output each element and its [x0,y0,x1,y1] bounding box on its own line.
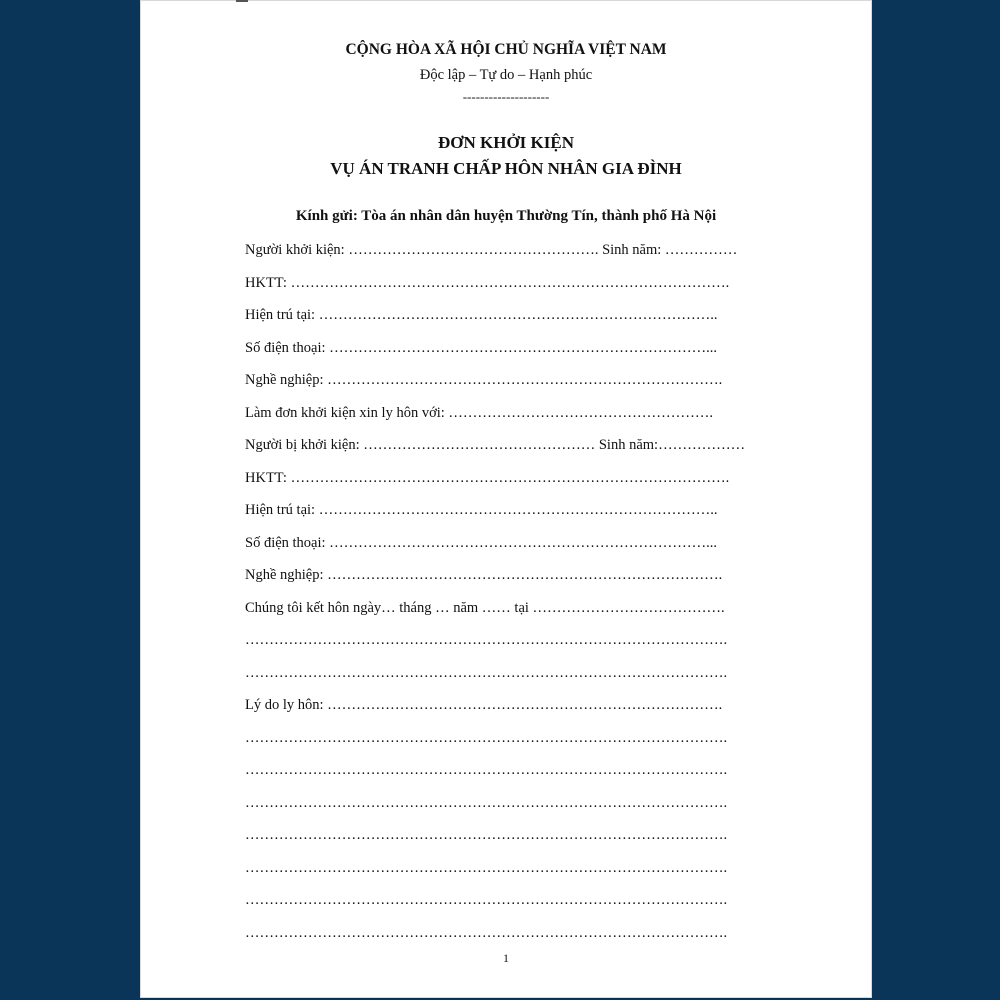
form-line: Hiện trú tại: ……………………………………………………………………….. [245,502,718,518]
form-line: Nghề nghiệp: ………………………………………………………………………. [245,372,723,388]
form-line: HKTT: ………………………………………………………………………………. [245,469,730,486]
motto: Độc lập – Tự do – Hạnh phúc [419,67,593,83]
form-line: Lý do ly hôn: ………………………………………………………………………. [245,697,723,713]
nation-heading: CỘNG HÒA XÃ HỘI CHỦ NGHĨA VIỆT NAM [345,41,667,58]
form-line: Người bị khởi kiện: ………………………………………… Sinh năm:……………… [245,437,746,453]
form-line: ………………………………………………………………………………………. [245,859,728,876]
form-line: ………………………………………………………………………………………. [245,827,728,843]
form-line: ………………………………………………………………………………………. [245,729,728,746]
form-line: Số điện thoại: ……………………………………………………………………... [245,339,718,356]
document-subtitle: VỤ ÁN TRANH CHẤP HÔN NHÂN GIA ĐÌNH [330,159,682,178]
form-line: Làm đơn khởi kiện xin ly hôn với: ………………………………………………. [245,404,714,421]
page-corner-marker [236,0,248,2]
form-line: ………………………………………………………………………………………. [245,762,728,778]
form-line: ………………………………………………………………………………………. [245,632,728,648]
header-divider: -------------------- [462,89,550,104]
form-line: Hiện trú tại: ……………………………………………………………………….. [245,307,718,323]
form-line: Số điện thoại: ……………………………………………………………………... [245,534,718,551]
form-line: Nghề nghiệp: ………………………………………………………………………. [245,567,723,583]
document-page [140,0,872,998]
form-line: ………………………………………………………………………………………. [245,892,728,908]
recipient-line: Kính gửi: Tòa án nhân dân huyện Thường Tín, thành phố Hà Nội [295,208,717,224]
form-line: ………………………………………………………………………………………. [245,664,728,681]
form-line: HKTT: ………………………………………………………………………………. [245,274,730,291]
form-line: ………………………………………………………………………………………. [245,794,728,811]
form-line: Chúng tôi kết hôn ngày… tháng … năm …… tại …………………………………. [245,599,725,616]
document-title: ĐƠN KHỞI KIỆN [437,133,575,152]
page-number: 1 [503,951,509,965]
form-line: Người khởi kiện: ……………………………………………. Sinh năm: …………… [245,242,738,258]
form-line: ………………………………………………………………………………………. [245,924,728,941]
